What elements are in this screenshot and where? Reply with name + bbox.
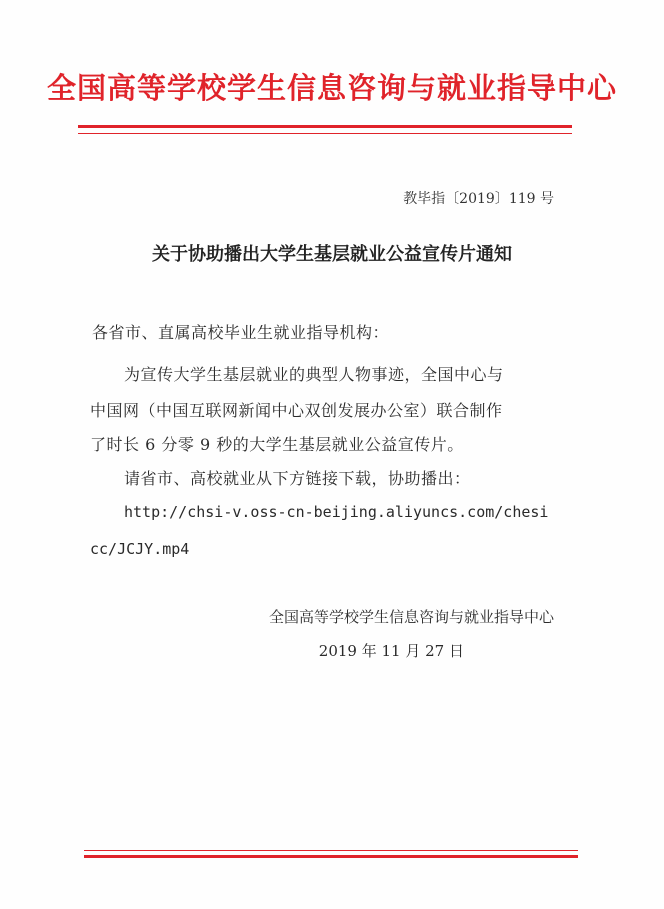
- footer-divider-thin: [84, 850, 578, 851]
- body-paragraph-line-1: 为宣传大学生基层就业的典型人物事迹，全国中心与: [124, 365, 504, 384]
- body-paragraph-line-4: 请省市、高校就业从下方链接下载，协助播出：: [124, 469, 471, 488]
- document-title: 关于协助播出大学生基层就业公益宣传片通知: [152, 244, 512, 265]
- download-link-line-2[interactable]: cc/JCJY.mp4: [90, 540, 190, 558]
- footer-divider-thick: [84, 855, 578, 858]
- header-divider-thick: [78, 125, 572, 128]
- body-paragraph-line-2: 中国网（中国互联网新闻中心双创发展办公室）联合制作: [90, 401, 503, 420]
- issue-date: 2019 年 11 月 27 日: [318, 642, 464, 660]
- header-org-title: 全国高等学校学生信息咨询与就业指导中心: [46, 71, 617, 105]
- document-number: 教毕指〔2019〕119 号: [403, 191, 554, 207]
- header-divider-thin: [78, 133, 572, 134]
- salutation: 各省市、直属高校毕业生就业指导机构：: [92, 323, 390, 342]
- download-link-line-1[interactable]: http://chsi-v.oss-cn-beijing.aliyuncs.com/chesi: [124, 503, 549, 521]
- signature-organization: 全国高等学校学生信息咨询与就业指导中心: [268, 608, 554, 626]
- body-paragraph-line-3: 了时长 6 分零 9 秒的大学生基层就业公益宣传片。: [90, 435, 464, 454]
